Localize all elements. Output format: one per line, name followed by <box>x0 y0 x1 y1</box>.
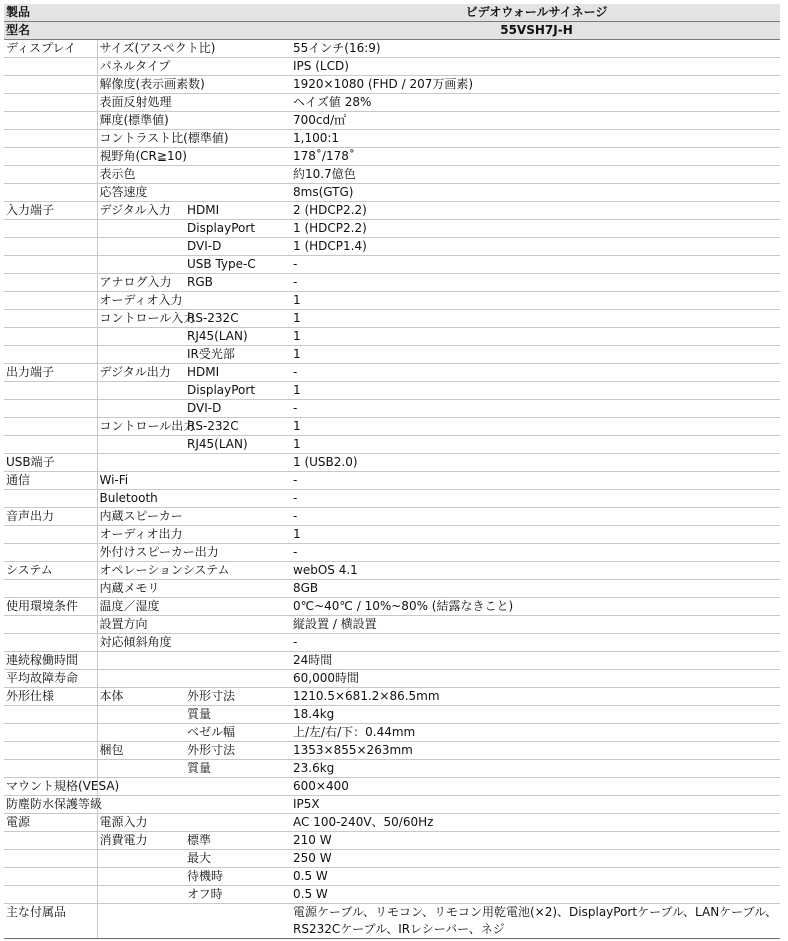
spec-row <box>4 310 780 328</box>
section-label <box>4 616 97 634</box>
item-label <box>97 796 185 814</box>
spec-row <box>4 292 780 310</box>
section-label <box>4 238 97 256</box>
item-label <box>97 328 185 346</box>
section-label <box>4 274 97 292</box>
sub-item-label <box>185 58 287 76</box>
spec-row <box>4 868 780 886</box>
spec-row <box>4 364 780 382</box>
sub-item-label: RS-232C <box>185 310 287 328</box>
spec-row <box>4 418 780 436</box>
spec-row <box>4 580 780 598</box>
spec-row <box>4 58 780 76</box>
item-label: コントラスト比(標準値) <box>97 130 185 148</box>
section-label: USB端子 <box>4 454 97 472</box>
section-label <box>4 742 97 760</box>
section-label <box>4 382 97 400</box>
item-label <box>97 346 185 364</box>
section-label: 音声出力 <box>4 508 97 526</box>
spec-row <box>4 526 780 544</box>
section-label <box>4 130 97 148</box>
section-label <box>4 580 97 598</box>
sub-item-label: USB Type-C <box>185 256 287 274</box>
item-label: 温度／湿度 <box>97 598 185 616</box>
section-label <box>4 706 97 724</box>
spec-value: 24時間 <box>287 652 780 670</box>
section-label <box>4 256 97 274</box>
sub-item-label <box>185 94 287 112</box>
item-label <box>97 220 185 238</box>
item-label <box>97 256 185 274</box>
sub-item-label: RS-232C <box>185 418 287 436</box>
spec-row <box>4 796 780 814</box>
spec-value: 1 <box>287 436 780 454</box>
spec-value: 1 <box>287 526 780 544</box>
section-label <box>4 526 97 544</box>
section-label: 連続稼働時間 <box>4 652 97 670</box>
product-value: ビデオウォールサイネージ <box>287 4 780 22</box>
item-label: 内蔵スピーカー <box>97 508 185 526</box>
item-label <box>97 850 185 868</box>
sub-item-label <box>185 454 287 472</box>
item-label <box>97 868 185 886</box>
item-label: アナログ入力 <box>97 274 185 292</box>
item-label <box>97 400 185 418</box>
spec-row <box>4 634 780 652</box>
section-label <box>4 868 97 886</box>
sub-item-label <box>185 184 287 202</box>
item-label <box>97 454 185 472</box>
sub-item-label: HDMI <box>185 202 287 220</box>
section-label <box>4 886 97 904</box>
item-label <box>97 724 185 742</box>
spec-row <box>4 886 780 904</box>
item-label <box>97 706 185 724</box>
sub-item-label <box>185 148 287 166</box>
section-label <box>4 346 97 364</box>
spec-row <box>4 850 780 868</box>
item-label: 設置方向 <box>97 616 185 634</box>
item-label <box>97 436 185 454</box>
item-label: デジタル出力 <box>97 364 185 382</box>
section-label: システム <box>4 562 97 580</box>
sub-item-label: 標準 <box>185 832 287 850</box>
spec-row <box>4 220 780 238</box>
sub-item-label <box>185 292 287 310</box>
item-label: コントロール出力 <box>97 418 185 436</box>
section-label: 通信 <box>4 472 97 490</box>
spec-value: 0℃~40℃ / 10%~80% (結露なきこと) <box>287 598 780 616</box>
model-label: 型名 <box>4 22 97 40</box>
item-label <box>97 760 185 778</box>
sub-item-label <box>185 904 287 939</box>
spec-row <box>4 688 780 706</box>
spec-value: 0.5 W <box>287 868 780 886</box>
item-label: オーディオ入力 <box>97 292 185 310</box>
sub-item-label <box>185 634 287 652</box>
spec-row <box>4 382 780 400</box>
sub-item-label <box>185 472 287 490</box>
spec-value: - <box>287 634 780 652</box>
section-label <box>4 490 97 508</box>
section-label <box>4 76 97 94</box>
spec-row <box>4 562 780 580</box>
sub-item-label <box>185 670 287 688</box>
item-label: Buletooth <box>97 490 185 508</box>
spec-value: 600×400 <box>287 778 780 796</box>
section-label <box>4 184 97 202</box>
spec-value: - <box>287 364 780 382</box>
item-label: パネルタイプ <box>97 58 185 76</box>
spec-value: 1 <box>287 418 780 436</box>
sub-item-label <box>185 616 287 634</box>
item-label: 視野角(CR≧10) <box>97 148 185 166</box>
spec-value: 上/左/右/下：0.44mm <box>287 724 780 742</box>
item-label: サイズ(アスペクト比) <box>97 40 185 58</box>
spec-row <box>4 544 780 562</box>
spec-value: 1 <box>287 328 780 346</box>
spec-row <box>4 328 780 346</box>
item-label: 表面反射処理 <box>97 94 185 112</box>
section-label: 外形仕様 <box>4 688 97 706</box>
spec-value: IPS (LCD) <box>287 58 780 76</box>
spec-value: 250 W <box>287 850 780 868</box>
spec-row <box>4 706 780 724</box>
spec-value: 1 (HDCP2.2) <box>287 220 780 238</box>
section-label: 使用環境条件 <box>4 598 97 616</box>
spec-value: 1920×1080 (FHD / 207万画素) <box>287 76 780 94</box>
spec-value: 1 (HDCP1.4) <box>287 238 780 256</box>
spec-row <box>4 346 780 364</box>
item-label: 本体 <box>97 688 185 706</box>
spec-row <box>4 184 780 202</box>
header-product-row <box>4 4 780 22</box>
section-label <box>4 418 97 436</box>
section-label <box>4 760 97 778</box>
spec-value: - <box>287 490 780 508</box>
item-label <box>97 382 185 400</box>
item-label: Wi-Fi <box>97 472 185 490</box>
sub-item-label <box>185 778 287 796</box>
spec-value: 1 <box>287 346 780 364</box>
section-label <box>4 166 97 184</box>
sub-item-label: オフ時 <box>185 886 287 904</box>
header-model-row <box>4 22 780 40</box>
section-label <box>4 328 97 346</box>
spec-value: 2 (HDCP2.2) <box>287 202 780 220</box>
spec-row <box>4 760 780 778</box>
sub-item-label: RJ45(LAN) <box>185 328 287 346</box>
spec-row <box>4 274 780 292</box>
section-label <box>4 220 97 238</box>
sub-item-label: DVI-D <box>185 400 287 418</box>
item-label <box>97 886 185 904</box>
sub-item-label <box>185 490 287 508</box>
sub-item-label: 待機時 <box>185 868 287 886</box>
spec-row <box>4 904 780 939</box>
section-label: 入力端子 <box>4 202 97 220</box>
sub-item-label: DVI-D <box>185 238 287 256</box>
sub-item-label: 外形寸法 <box>185 742 287 760</box>
spec-value: 8ms(GTG) <box>287 184 780 202</box>
spec-value: 23.6kg <box>287 760 780 778</box>
sub-item-label: 外形寸法 <box>185 688 287 706</box>
spec-value: 1353×855×263mm <box>287 742 780 760</box>
spec-value: 210 W <box>287 832 780 850</box>
spec-row <box>4 256 780 274</box>
sub-item-label: ベゼル幅 <box>185 724 287 742</box>
spec-table-body <box>4 4 780 939</box>
spec-value: - <box>287 544 780 562</box>
item-label <box>97 904 185 939</box>
spec-value: 1 <box>287 310 780 328</box>
spec-value: - <box>287 508 780 526</box>
spec-row <box>4 76 780 94</box>
section-label <box>4 850 97 868</box>
spec-row <box>4 508 780 526</box>
spec-row <box>4 742 780 760</box>
section-label <box>4 634 97 652</box>
spec-value: - <box>287 256 780 274</box>
spec-value: 0.5 W <box>287 886 780 904</box>
spec-row <box>4 616 780 634</box>
sub-item-label: HDMI <box>185 364 287 382</box>
section-label <box>4 292 97 310</box>
spec-row <box>4 436 780 454</box>
spec-row <box>4 778 780 796</box>
sub-item-label <box>185 796 287 814</box>
spec-value: 60,000時間 <box>287 670 780 688</box>
section-label <box>4 832 97 850</box>
product-label: 製品 <box>4 4 97 22</box>
sub-item-label: DisplayPort <box>185 220 287 238</box>
sub-item-label <box>185 526 287 544</box>
spec-value: 電源ケーブル、リモコン、リモコン用乾電池(×2)、DisplayPortケーブル、LANケーブル、RS232Cケーブル、IRレシーバー、ネジ <box>287 904 780 939</box>
spec-value: 約10.7億色 <box>287 166 780 184</box>
spec-row <box>4 652 780 670</box>
item-label: オペレーションシステム <box>97 562 185 580</box>
item-label: 内蔵メモリ <box>97 580 185 598</box>
sub-item-label: RJ45(LAN) <box>185 436 287 454</box>
spec-row <box>4 112 780 130</box>
spec-value: 55インチ(16:9) <box>287 40 780 58</box>
section-label <box>4 94 97 112</box>
item-label: コントロール入力 <box>97 310 185 328</box>
section-label <box>4 544 97 562</box>
sub-item-label: 質量 <box>185 706 287 724</box>
section-label <box>4 436 97 454</box>
spec-row <box>4 40 780 58</box>
spec-table <box>4 4 780 939</box>
item-label: 消費電力 <box>97 832 185 850</box>
section-label: 電源 <box>4 814 97 832</box>
sub-item-label: IR受光部 <box>185 346 287 364</box>
item-label: 梱包 <box>97 742 185 760</box>
item-label: 電源入力 <box>97 814 185 832</box>
spec-value: 1210.5×681.2×86.5mm <box>287 688 780 706</box>
sub-item-label: DisplayPort <box>185 382 287 400</box>
spec-row <box>4 166 780 184</box>
item-label: 解像度(表示画素数) <box>97 76 185 94</box>
spec-value: - <box>287 400 780 418</box>
item-label <box>97 670 185 688</box>
spec-value: 1 <box>287 382 780 400</box>
sub-item-label: RGB <box>185 274 287 292</box>
spec-value: 700cd/㎡ <box>287 112 780 130</box>
spec-value: AC 100-240V、50/60Hz <box>287 814 780 832</box>
spec-value: 縦設置 / 横設置 <box>287 616 780 634</box>
item-label: 外付けスピーカー出力 <box>97 544 185 562</box>
spec-value: webOS 4.1 <box>287 562 780 580</box>
spec-value: ヘイズ値 28% <box>287 94 780 112</box>
spec-row <box>4 400 780 418</box>
spec-value: 18.4kg <box>287 706 780 724</box>
sub-item-label <box>185 508 287 526</box>
sub-item-label <box>185 814 287 832</box>
section-label <box>4 148 97 166</box>
spec-row <box>4 148 780 166</box>
spec-row <box>4 490 780 508</box>
sub-item-label <box>185 580 287 598</box>
section-label: 主な付属品 <box>4 904 97 939</box>
spec-row <box>4 130 780 148</box>
sub-item-label: 最大 <box>185 850 287 868</box>
section-label <box>4 310 97 328</box>
spec-value: 1 <box>287 292 780 310</box>
spec-value: 1,100:1 <box>287 130 780 148</box>
spec-row <box>4 670 780 688</box>
sub-item-label <box>185 598 287 616</box>
section-label: マウント規格(VESA) <box>4 778 97 796</box>
sub-item-label <box>185 112 287 130</box>
sub-item-label: 質量 <box>185 760 287 778</box>
spec-row <box>4 238 780 256</box>
spec-row <box>4 94 780 112</box>
model-value: 55VSH7J-H <box>287 22 780 40</box>
spec-value: 178˚/178˚ <box>287 148 780 166</box>
item-label <box>97 238 185 256</box>
spec-row <box>4 454 780 472</box>
section-label <box>4 112 97 130</box>
sub-item-label <box>185 652 287 670</box>
spec-value: 1 (USB2.0) <box>287 454 780 472</box>
item-label <box>97 652 185 670</box>
spec-value: 8GB <box>287 580 780 598</box>
sub-item-label <box>185 166 287 184</box>
item-label: オーディオ出力 <box>97 526 185 544</box>
spec-value: - <box>287 472 780 490</box>
item-label: 表示色 <box>97 166 185 184</box>
section-label: ディスプレイ <box>4 40 97 58</box>
item-label: デジタル入力 <box>97 202 185 220</box>
section-label <box>4 724 97 742</box>
spec-row <box>4 814 780 832</box>
section-label <box>4 400 97 418</box>
spec-value: IP5X <box>287 796 780 814</box>
item-label: 応答速度 <box>97 184 185 202</box>
spec-row <box>4 472 780 490</box>
spec-row <box>4 724 780 742</box>
section-label <box>4 58 97 76</box>
section-label: 防塵防水保護等級 <box>4 796 97 814</box>
item-label: 対応傾斜角度 <box>97 634 185 652</box>
section-label: 平均故障寿命 <box>4 670 97 688</box>
section-label: 出力端子 <box>4 364 97 382</box>
spec-row <box>4 202 780 220</box>
item-label: 輝度(標準値) <box>97 112 185 130</box>
spec-row <box>4 598 780 616</box>
spec-row <box>4 832 780 850</box>
spec-value: - <box>287 274 780 292</box>
